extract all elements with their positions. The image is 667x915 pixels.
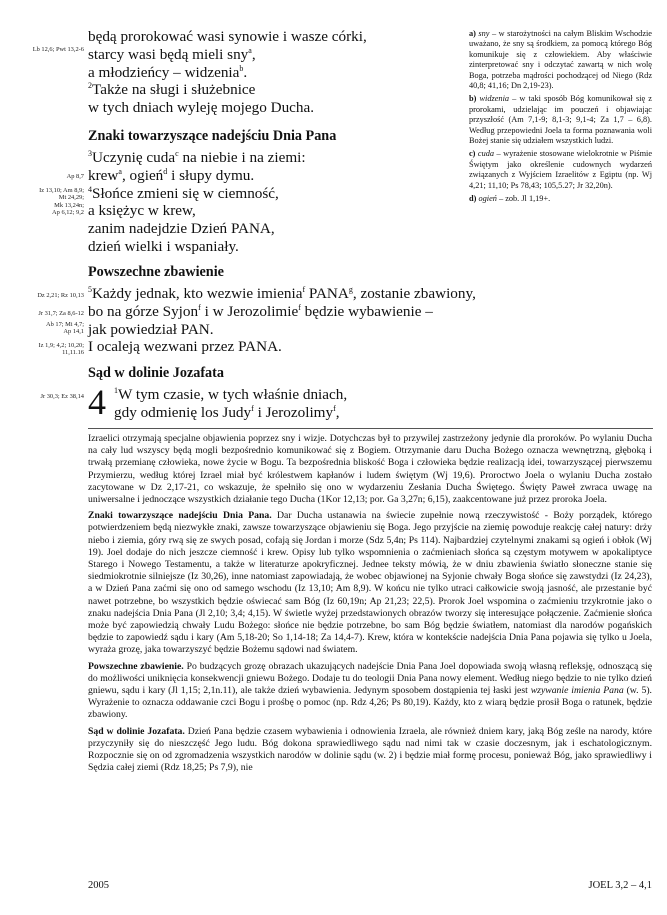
verse-text-span: i Jerozolimy bbox=[253, 403, 334, 421]
cross-reference bbox=[6, 321, 84, 336]
verse-text-span: i w Jerozolimie bbox=[200, 302, 299, 320]
commentary-heading: Powszechne zbawienie. bbox=[88, 660, 184, 672]
footnote-label: b) bbox=[469, 94, 477, 104]
section-heading: Znaki towarzyszące nadejściu Dnia Pana bbox=[88, 128, 337, 144]
footnote-marker[interactable]: f bbox=[251, 403, 254, 413]
chapter-number: 4 bbox=[88, 382, 106, 422]
verse-text-span: , bbox=[335, 403, 340, 421]
commentary-text: Dar Ducha ustanawia na świecie zupełnie nową rzeczywistość - Boży porządek, którego potwierdzeniem będą niezwykłe znaki, zawsze towarzyszące objawieniu się Boga. Jego przyjście na ziemię powoduje reakcję całej natury: drży niebo i ziemia, góry rwą się ze swych posad, cofają się Jordan i morze (Sdz 5,4n; Ps 114). Najbardziej czytelnymi znakami są ogień i obłok (Wj 19). Joel dodaje do nich jeszcze ciemność i krew. Opisy lub tylko wspomnienia o zaćmieniach słońca są częstym motywem w apokaliptyce Starego i Nowego Testamentu, a także w literaturze apokryficznej. Jednee teksty mówią, że w dniu zbawienia światło słoneczne stanie się siedmiokrotnie silniejsze (Iz 30,26), inne natomiast zapowiadają, że wobec objawionej na Syjonie chwały Boga słońce się zawstydzi (Iz 24,23), a w Dzień Pana zaćmi się ono od samego wschodu (Iz 13,10; Am 8,9). W końcu nie tylko utraci całkowicie swoją jasność, ale przestanie być nawet potrzebne, bo wszystkich będzie oświecać sam Bóg (Iz 60,19n; Ap 21,23; 22,5). Prorok Joel wspomina o zaćmieniu trzykrotnie jako o znaku nadejścia Dnia Pana (Jl 2,10; 3,4; 4,15). W świetle wyżej przedstawionych obrazów tworzy się interesujące połączenie. Zaćmienie słońca może być zapowiedzią chwały Ludu Bożego: słońce nie będzie potrzebne, bo sam Bóg będzie światłem, natomiast dla narodów pogańskich będzie to zapowiedź sądu i kary (Am 5,18-20; So 1,14-18; Za 14,4-7). Krew, która w kontekście nadejścia Dnia Pana pojawia się tylko u Joela, wyraża grozę, jaka towarzyszyć będzie Bożemu sądowi nad światem. bbox=[88, 510, 652, 656]
commentary-paragraph bbox=[88, 661, 652, 722]
footnote-term: sny bbox=[478, 29, 490, 38]
cross-reference-line: 11,11.16 bbox=[62, 349, 84, 357]
cross-reference-line: Iz 1,9; 4,2; 10,20; bbox=[38, 342, 84, 349]
verse-line: zanim nadejdzie Dzień PANA, bbox=[88, 220, 275, 238]
cross-reference: Jr 31,7; Za 8,6-12 bbox=[38, 310, 84, 317]
verse-line: będą prorokować wasi synowie i wasze córki, bbox=[88, 28, 367, 45]
verse-number: 3 bbox=[88, 148, 92, 158]
commentary-italic: wzywanie imienia Pana bbox=[530, 685, 624, 697]
running-head: JOEL 3,2 – 4,1 bbox=[588, 880, 652, 891]
verse-text-span: i słupy dymu. bbox=[167, 166, 255, 184]
verse-text-span: będzie wybawienie – bbox=[300, 302, 433, 320]
commentary-text: Po budzących grozę obrazach ukazujących nadejście Dnia Pana Joel dopowiada swoją własną refleksję, odnoszącą się do możliwości uniknięcia konsekwencji gniewu Bożego. Dodaje tu do teologii Dnia Pana nowy element. Według niego będzie to nie tylko dzień gniewu, sądu i kary (Jl 1,15; 2,1n.11), ale także dzień wybawienia. Jedynym sposobem dostąpienia tej łaski jest bbox=[88, 660, 653, 697]
verse-text bbox=[114, 386, 494, 422]
footnote-marker[interactable]: f bbox=[333, 403, 336, 413]
footnote-label: a) bbox=[469, 29, 476, 38]
verse-text-span: PANA bbox=[305, 285, 349, 302]
verse-line: a księżyc w krew, bbox=[88, 202, 196, 220]
verse-line bbox=[88, 284, 476, 303]
section-heading: Sąd w dolinie Jozafata bbox=[88, 365, 224, 381]
verse-text-span: , zostanie zbawiony, bbox=[352, 285, 476, 302]
verse-text-span: a młodzieńcy – widzenia bbox=[88, 63, 240, 81]
verse-text bbox=[88, 284, 476, 356]
footnote-marker[interactable]: c bbox=[175, 148, 179, 158]
verse-text-span: gdy odmienię los Judy bbox=[114, 403, 252, 421]
page-number: 2005 bbox=[88, 880, 109, 891]
cross-reference-line: Iz 13,10; Am 8,9; bbox=[39, 187, 84, 194]
footnote-term: ogień bbox=[478, 194, 497, 204]
verse-text-span: Uczynię cuda bbox=[92, 149, 176, 166]
footnote-label: d) bbox=[469, 194, 477, 204]
footnote bbox=[469, 194, 652, 204]
cross-reference-line: Ap 6,12; 9,2 bbox=[52, 209, 84, 217]
footnote-text: – wyrażenie stosowane wielokrotnie w Piśmie Świętym jako określenie cudownych wydarzeń związanych z Wyjściem Izraelitów z Egiptu (np. Wj 4,21; 11,10; Ps 78,43; 105,5.27; Jr 32,20n). bbox=[469, 149, 653, 190]
divider bbox=[88, 428, 653, 429]
verse-line bbox=[88, 303, 468, 321]
verse-line: jak powiedział PAN. bbox=[88, 320, 214, 338]
cross-reference-line: Mt 24,29; bbox=[58, 194, 84, 202]
footnote-term: cuda bbox=[477, 149, 495, 159]
footnote-term: widzenia bbox=[479, 94, 510, 104]
commentary-text: (w. 5). Wyrażenie to oznacza oddawanie czci Bogu i prośbę o pomoc (np. Rdz 4,26; Ps 80,19). Każdy, kto z wiarą będzie prosił Boga o ratunek, będzie zbawiony. bbox=[88, 685, 652, 721]
footnote-text: – w starożytności na całym Bliskim Wschodzie uważano, że sny są środkiem, za pomocą którego Bóg komunikuje się z człowiekiem. Aby właściwie zinterpretować sny i odczytać zawartą w nich wolę Boga, potrzeba mądrości pochodzącej od Niego (Rdz 40,8; 41,16; Dn 2,19-23). bbox=[469, 29, 652, 91]
footnote-marker[interactable]: f bbox=[298, 302, 301, 312]
commentary-heading: Znaki towarzyszące nadejściu Dnia Pana. bbox=[88, 510, 272, 522]
footnote bbox=[469, 94, 652, 146]
verse-line: w tych dniach wyleję mojego Ducha. bbox=[88, 99, 315, 117]
verse-line: dzień wielki i wspaniały. bbox=[88, 237, 239, 255]
verse-text-span: Także na sługi i służebnice bbox=[92, 81, 256, 99]
cross-reference-line: Mk 13,24n; bbox=[54, 201, 84, 209]
footnote-marker[interactable]: f bbox=[302, 284, 306, 294]
verse-number: 4 bbox=[88, 184, 92, 194]
commentary-paragraph: Izraelici otrzymają specjalne objawienia poprzez sny i wizje. Dotychczas był to przywilej zastrzeżony jedynie dla proroków. Po wylaniu Ducha na cały lud wszyscy będą mogli bezpośrednio komunikować się z Bogiem. Otrzymanie daru Ducha Bożego oznacza wewnętrzną, głęboką i trwałą przemianę człowieka, nowe życie w Bogu. Ta bezpośrednia bliskość Boga i człowieka będzie realizacją idei, towarzyszącej pierwszemu Przymierzu, według której Izrael miał być królestwem kapłanów i ludem świętym (Wj 19,6). Proroctwo Joela o wylaniu Ducha zostało zacytowane w Dz 2,17-21, co wskazuje, że spełniło się ono w wydarzeniu Zesłania Ducha Świętego. Święty Paweł zwraca uwagę na uniwersalne i jednoczące wszystkich działanie tego Ducha (1Kor 12,13; por. Ga 3,27n; 6,15), zaakcentowane już przez proroka Joela. bbox=[88, 433, 652, 506]
footnote-marker[interactable]: f bbox=[198, 302, 201, 312]
verse-number: 2 bbox=[88, 81, 92, 91]
footnote-marker[interactable]: d bbox=[163, 166, 168, 176]
footnotes-column bbox=[469, 29, 652, 208]
verse-line: I ocaleją wezwani przez PANA. bbox=[88, 338, 282, 356]
cross-reference: Lb 12,6; Pwt 13,2-6 bbox=[32, 46, 84, 53]
verse-line: a młodzieńcy – widzenia$^b$. bbox=[88, 63, 248, 81]
verse-text-span: , ogień bbox=[121, 166, 164, 184]
footnote-text: – zob. Jl 1,19+. bbox=[496, 194, 551, 204]
commentary-paragraph bbox=[88, 510, 652, 656]
footnote-marker[interactable]: b bbox=[239, 63, 244, 73]
verse-line bbox=[114, 404, 494, 422]
verse-text-span: bo na górze Syjon bbox=[88, 302, 199, 320]
verse-text bbox=[88, 28, 468, 117]
verse-line bbox=[88, 185, 468, 203]
verse-number: 5 bbox=[88, 284, 92, 294]
cross-reference-line: Ap 14,1 bbox=[63, 328, 84, 336]
verse-text-span: Każdy jednak, kto wezwie imienia bbox=[92, 285, 303, 302]
footnote-marker[interactable]: a bbox=[248, 45, 252, 55]
cross-reference-line: Ab 17; Mi 4,7; bbox=[46, 321, 84, 328]
cross-reference: Ap 8,7 bbox=[66, 173, 84, 180]
commentary-text: Dzień Pana będzie czasem wybawienia i odnowienia Izraela, ale również dniem kary, jaką Bóg ześle na narody, które przyczyniły się do nieszczęść Jego ludu. Bóg dokona sprawiedliwego sądu nad nimi tak w czasie doczesnym, jak i eschatologicznym. Rozpocznie się on od zgromadzenia wszystkich narodów w dolinie sądu (w. 2) i będzie miał formę procesu, ponieważ Bóg, jako sprawiedliwy i Sędzia całej ziemi (Rdz 18,25; Ps 7,9), nie bbox=[88, 725, 652, 774]
verse-text bbox=[88, 149, 468, 256]
footnote-label: c) bbox=[469, 149, 476, 159]
cross-reference bbox=[6, 342, 84, 357]
verse-text-span: W tym czasie, w tych właśnie dniach, bbox=[118, 386, 348, 403]
footnote bbox=[469, 29, 652, 91]
verse-text-span: na niebie i na ziemi: bbox=[178, 149, 306, 166]
verse-text-span: starcy wasi będą mieli sny bbox=[88, 45, 249, 63]
verse-text-span: krew bbox=[88, 166, 119, 184]
section-heading: Powszechne zbawienie bbox=[88, 264, 224, 280]
footnote-marker[interactable]: a bbox=[118, 166, 122, 176]
verse-line bbox=[88, 81, 468, 99]
cross-reference: Dz 2,21; Rz 10,13 bbox=[37, 292, 84, 299]
verse-line bbox=[88, 149, 468, 167]
verse-line: starcy wasi będą mieli sny$^a$, bbox=[88, 45, 256, 63]
commentary-heading: Sąd w dolinie Jozafata. bbox=[88, 725, 185, 737]
commentary bbox=[88, 433, 652, 778]
footnote-text: – w taki sposób Bóg komunikował się z prorokami, udzielając im pouczeń i objawiając przyszłość (Am 7,1-9; 8,1-3; 9,1-4; Za 1,7 – 6,8). Według przepowiedni Joela ta forma poznawania woli Bożej stanie się udziałem wszystkich ludzi. bbox=[469, 94, 652, 146]
cross-reference bbox=[6, 187, 84, 217]
verse-number: 1 bbox=[114, 385, 118, 395]
verse-text-span: Słońce zmieni się w ciemność, bbox=[92, 184, 279, 202]
verse-line bbox=[88, 167, 468, 185]
footnote-marker[interactable]: g bbox=[348, 284, 353, 294]
commentary-paragraph bbox=[88, 726, 652, 775]
footnote bbox=[469, 149, 652, 191]
cross-reference: Jr 30,3; Ez 38,14 bbox=[40, 393, 84, 400]
verse-line bbox=[114, 386, 494, 404]
